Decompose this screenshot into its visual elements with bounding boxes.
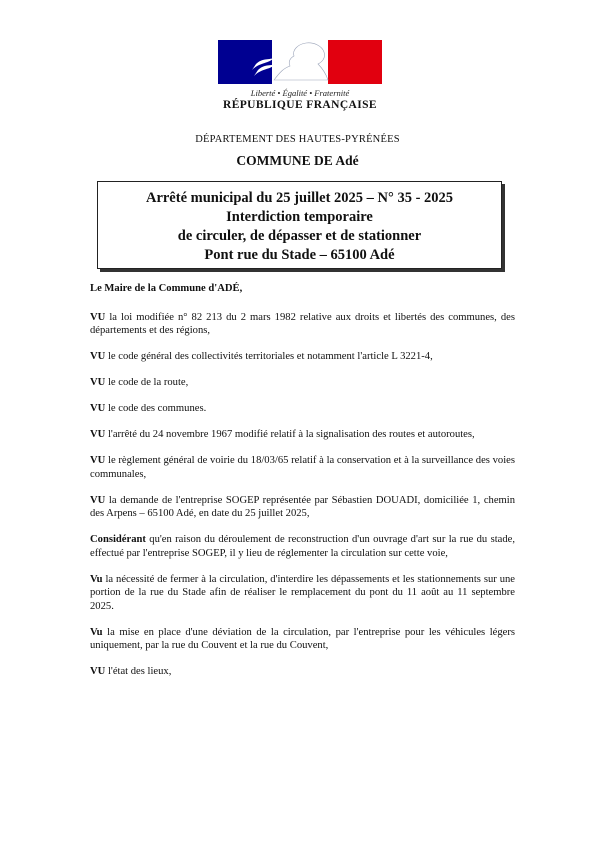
departement-label: DÉPARTEMENT DES HAUTES-PYRÉNÉES [195,134,400,145]
visa-lead: Vu [90,573,103,585]
arrete-title-box [97,181,502,269]
visa-text: l'arrêté du 24 novembre 1967 modifié relatif à la signalisation des routes et autoroutes, [105,429,475,440]
visa-paragraph [90,626,515,653]
visa-text: l'état des lieux, [105,666,172,677]
arrete-title-line: Arrêté municipal du 25 juillet 2025 – N° 35 - 2025 [145,190,454,206]
visa-paragraph [90,350,515,364]
arrete-body [90,282,515,691]
visa-lead: VU [90,494,106,506]
visa-lead: VU [90,377,106,388]
considerant-paragraph [90,533,515,560]
arrete-title-line: Interdiction temporaire [226,209,373,225]
visa-text: le code général des collectivités territoriales et notamment l'article L 3221-4, [105,351,433,362]
visa-paragraph [90,494,515,521]
visa-text: la mise en place d'une déviation de la circulation, par l'entreprise pour les véhicules légers uniquement, par la rue du Couvent et la rue du Couvent, [90,626,515,651]
republique-francaise-label: RÉPUBLIQUE FRANÇAISE [222,99,377,111]
visa-paragraph [90,665,515,679]
visa-text: la demande de l'entreprise SOGEP représentée par Sébastien DOUADI, domiciliée 1, chemin des Arpens – 65100 Adé, en date du 25 juillet 2025, [90,494,515,519]
visa-lead: VU [90,429,106,440]
marianne-flag-icon [218,40,382,84]
visa-lead: VU [90,311,106,323]
visa-lead: VU [90,351,106,362]
arrete-title-line: Pont rue du Stade – 65100 Adé [204,247,395,263]
visa-text: le règlement général de voirie du 18/03/65 relatif à la conservation et à la surveillance des voies communales, [90,455,515,480]
considerant-text: qu'en raison du déroulement de reconstruction d'un ouvrage d'art sur la rue du stade, effectué par l'entreprise SOGEP, il y lieu de réglementer la circulation sur cette voie, [90,534,515,559]
visa-lead: VU [90,455,106,466]
visa-paragraph [90,573,515,614]
visa-lead: VU [90,403,106,414]
visa-text: la nécessité de fermer à la circulation, d'interdire les dépassements et les stationnements sur une portion de la rue du Stade afin de réaliser le remplacement du pont du 11 août au 11 septembre 2025. [90,573,515,612]
visa-paragraph [90,428,515,442]
visa-text: le code des communes. [105,403,207,414]
maire-heading: Le Maire de la Commune d'ADÉ, [90,283,243,294]
visa-paragraph [90,454,515,481]
visa-text: la loi modifiée n° 82 213 du 2 mars 1982 relative aux droits et libertés des communes, des départements et des régions, [90,311,515,336]
visa-paragraph [90,376,515,390]
considerant-lead: Considérant [90,534,146,545]
republique-francaise-logo [218,40,382,111]
visa-paragraph [90,402,515,416]
visa-lead: Vu [90,626,103,638]
commune-label: COMMUNE DE Adé [236,153,359,168]
visa-paragraph [90,311,515,338]
visa-lead: VU [90,666,106,677]
visa-text: le code de la route, [105,377,189,388]
motto: Liberté • Égalité • Fraternité [250,88,350,98]
arrete-title-line: de circuler, de dépasser et de stationner [177,228,422,244]
